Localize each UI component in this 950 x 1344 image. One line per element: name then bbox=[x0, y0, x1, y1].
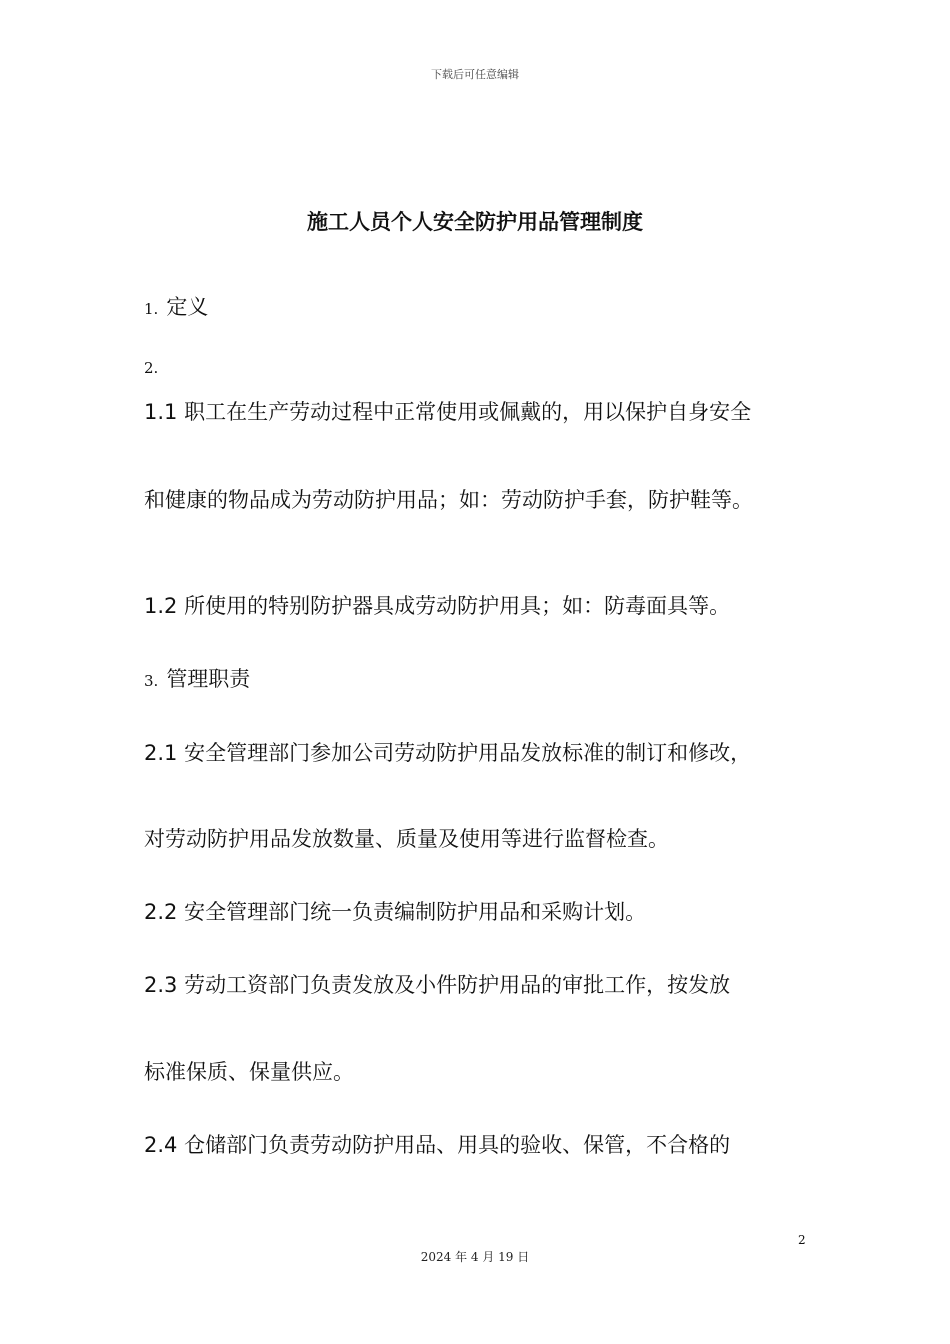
paragraph-line: 2.1 安全管理部门参加公司劳动防护用品发放标准的制订和修改， bbox=[144, 741, 752, 765]
paragraph-line: 1.2 所使用的特别防护器具成劳动防护用具；如：防毒面具等。 bbox=[144, 594, 731, 618]
paragraph-line: 2.3 劳动工资部门负责发放及小件防护用品的审批工作，按发放 bbox=[144, 973, 731, 997]
section-number: 1. bbox=[144, 300, 159, 318]
section-number: 3. bbox=[144, 672, 159, 690]
section-number: 2. bbox=[144, 359, 159, 377]
paragraph-line: 2.2 安全管理部门统一负责编制防护用品和采购计划。 bbox=[144, 900, 647, 924]
section-heading-empty bbox=[144, 352, 166, 382]
paragraph-line: 和健康的物品成为劳动防护用品；如：劳动防护手套，防护鞋等。 bbox=[144, 488, 753, 512]
section-heading-definition bbox=[144, 293, 208, 323]
section-heading-responsibilities bbox=[144, 665, 250, 695]
page-footer-date: 2024 年 4 月 19 日 bbox=[420, 1250, 530, 1264]
document-title: 施工人员个人安全防护用品管理制度 bbox=[307, 210, 643, 234]
section-label: 定义 bbox=[166, 295, 209, 319]
paragraph-line: 2.4 仓储部门负责劳动防护用品、用具的验收、保管，不合格的 bbox=[144, 1133, 731, 1157]
paragraph-line: 1.1 职工在生产劳动过程中正常使用或佩戴的，用以保护自身安全 bbox=[144, 400, 752, 424]
page-number: 2 bbox=[798, 1233, 806, 1247]
section-label: 管理职责 bbox=[166, 667, 251, 691]
paragraph-line: 对劳动防护用品发放数量、质量及使用等进行监督检查。 bbox=[144, 827, 669, 851]
page-header: 下载后可任意编辑 bbox=[431, 68, 519, 81]
paragraph-line: 标准保质、保量供应。 bbox=[144, 1060, 354, 1084]
